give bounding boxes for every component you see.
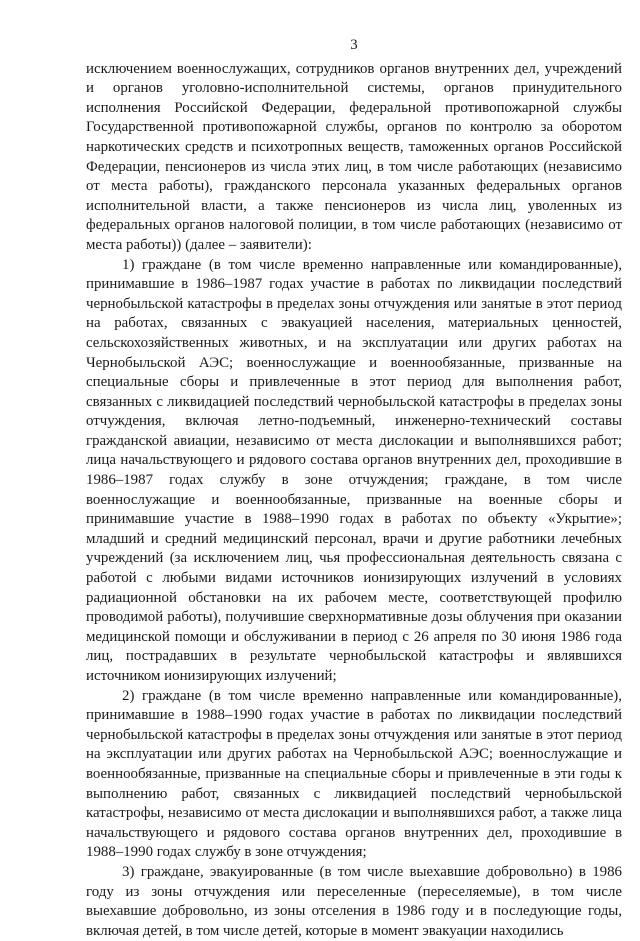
paragraph-item-2: 2) граждане (в том числе временно направленные или командированные), принимавшие в 1988–1990 годах участие в работах по ликвидации последствий чернобыльской катастрофы в пределах зоны отчуждения или занятые в этот период на эксплуатации или других работах на Чернобыльской АЭС; военнослужащие и военнообязанные, призванные на специальные сборы и привлеченные в эти годы к выполнению работ, связанных с ликвидацией последствий чернобыльской катастрофы, независимо от места дислокации и выполнявшихся работ, а также лица начальствующего и рядового состава органов внутренних дел, проходившие в 1988–1990 годах службу в зоне отчуждения; <box>86 687 622 861</box>
paragraph-item-1: 1) граждане (в том числе временно направленные или командированные), принимавшие в 1986–1987 годах участие в работах по ликвидации последствий чернобыльской катастрофы в пределах зоны отчуждения или занятые в этот период на работах, связанных с эвакуацией населения, материальных ценностей, сельскохозяйственных животных, и на эксплуатации или других работах на Чернобыльской АЭС; военнослужащие и военнообязанные, призванные на специальные сборы и привлеченные в этот период для выполнения работ, связанных с ликвидацией последствий чернобыльской катастрофы в пределах зоны отчуждения, включая летно-подъемный, инженерно-технический составы гражданской авиации, независимо от места дислокации и выполнявшихся работ; лица начальствующего и рядового состава органов внутренних дел, проходившие в 1986–1987 годах службу в зоне отчуждения; граждане, в том числе военнослужащие и военнообязанные, призванные на военные сборы и принимавшие участие в 1988–1990 годах в работах по объекту «Укрытие»; младший и средний медицинский персонал, врачи и другие работники лечебных учреждений (за исключением лиц, чья профессиональная деятельность связана с работой с любыми видами источников ионизирующих излучений в условиях радиационной обстановки на их рабочем месте, соответствующей профилю проводимой работы), получившие сверхнормативные дозы облучения при оказании медицинской помощи и обслуживании в период с 26 апреля по 30 июня 1986 года лиц, пострадавших в результате чернобыльской катастрофы и являвшихся источником ионизирующих излучений; <box>86 256 622 684</box>
document-page <box>86 36 622 941</box>
paragraph-intro: исключением военнослужащих, сотрудников органов внутренних дел, учреждений и органов уголовно-исполнительной системы, органов принудительного исполнения Российской Федерации, федеральной противопожарной службы Государственной противопожарной службы, органов по контролю за оборотом наркотических средств и психотропных веществ, таможенных органов Российской Федерации, пенсионеров из числа этих лиц, в том числе работающих (независимо от места работы), гражданского персонала указанных федеральных органов исполнительной власти, а также пенсионеров из числа лиц, уволенных из федеральных органов налоговой полиции, в том числе работающих (независимо от места работы)) (далее – заявители): <box>86 60 622 253</box>
paragraph-item-3: 3) граждане, эвакуированные (в том числе выехавшие добровольно) в 1986 году из зоны отчуждения или переселенные (переселяемые), в том числе выехавшие добровольно, из зоны отселения в 1986 году и в последующие годы, включая детей, в том числе детей, которые в момент эвакуации находились <box>86 863 622 939</box>
page-number: 3 <box>350 37 358 53</box>
